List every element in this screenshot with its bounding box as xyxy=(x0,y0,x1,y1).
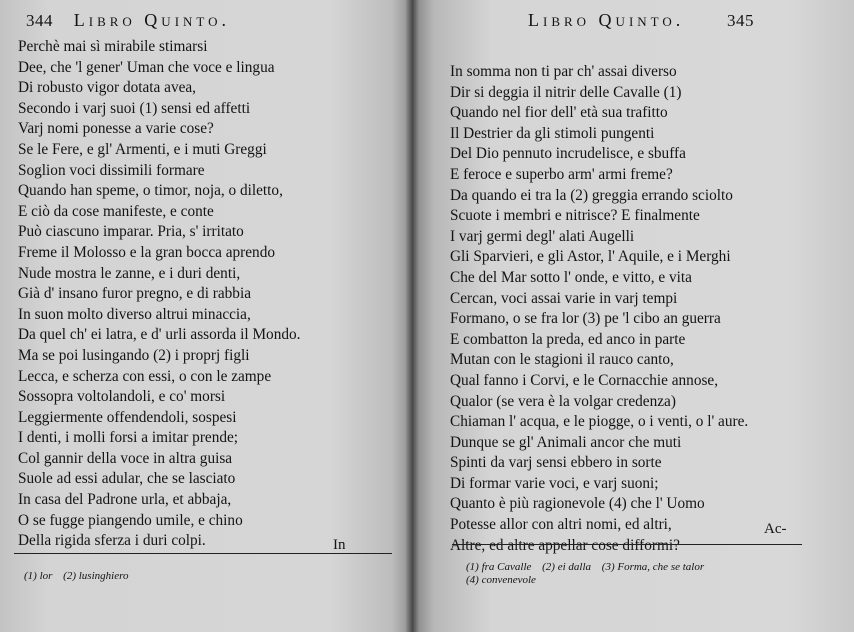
verse-line: Spinti da varj sensi ebbero in sorte xyxy=(450,454,662,472)
verse-line: Formano, o se fra lor (3) pe 'l cibo an guerra xyxy=(450,310,721,328)
verse-line: Leggiermente offendendoli, sospesi xyxy=(18,408,237,426)
footnote: (2) ei dalla xyxy=(542,561,592,573)
verse-line: O se fugge piangendo umile, e chino xyxy=(18,511,243,529)
verse-line: E ciò da cose manifeste, e conte xyxy=(18,202,214,220)
footnote-rule-right xyxy=(452,544,802,545)
verse-line: Il Destrier da gli stimoli pungenti xyxy=(450,124,655,142)
verse-line: Gli Sparvieri, e gli Astor, l' Aquile, e i Merghi xyxy=(450,248,731,266)
verse-line: In casa del Padrone urla, et abbaja, xyxy=(18,491,232,509)
verse-line: E combatton la preda, ed anco in parte xyxy=(450,330,686,348)
verse-line: I varj germi degl' alati Augelli xyxy=(450,227,635,245)
running-head-right xyxy=(528,10,754,31)
page-number-right: 345 xyxy=(727,11,755,30)
left-page xyxy=(0,0,412,632)
verse-line: I denti, i molli forsi a imitar prende; xyxy=(18,429,239,447)
verse-line: E feroce e superbo arm' armi freme? xyxy=(450,165,673,183)
footnotes-left xyxy=(24,570,136,582)
running-title-left: Libro Quinto. xyxy=(73,10,231,30)
verse-line: Dir si deggia il nitrir delle Cavalle (1) xyxy=(450,83,682,101)
verse-line: In somma non ti par ch' assai diverso xyxy=(450,63,677,80)
verse-line: Che del Mar sotto l' onde, e vitto, e vita xyxy=(450,268,692,286)
verse-line: Di robusto vigor dotata avea, xyxy=(18,79,196,97)
verse-line: Da quel ch' ei latra, e d' urli assorda il Mondo. xyxy=(18,326,301,344)
verse-line: Suole ad essi adular, che se lasciato xyxy=(18,470,236,488)
verse-line: Col gannir della voce in altra guisa xyxy=(18,449,233,467)
verse-line: Se le Fere, e gl' Armenti, e i muti Greggi xyxy=(18,140,267,158)
footnote: (1) lor xyxy=(24,570,53,582)
verse-line: Altre, ed altre appellar cose difformi? xyxy=(450,536,680,554)
verse-line: Mutan con le stagioni il rauco canto, xyxy=(450,351,674,369)
footnote: (4) convenevole xyxy=(466,574,536,586)
verse-line: Secondo i varj suoi (1) sensi ed affetti xyxy=(18,99,251,117)
verse-line: Qualor (se vera è la volgar credenza) xyxy=(450,392,676,410)
verse-line: Quanto è più ragionevole (4) che l' Uomo xyxy=(450,495,705,513)
verse-line: Dee, che 'l gener' Uman che voce e lingua xyxy=(18,58,275,76)
verse-line: Lecca, e scherza con essi, o con le zampe xyxy=(18,367,272,385)
verse-line: Perchè mai sì mirabile stimarsi xyxy=(18,38,208,55)
verse-line: Da quando ei tra la (2) greggia errando sciolto xyxy=(450,186,733,204)
footnote-rule-left xyxy=(14,553,392,554)
catchword-right: Ac- xyxy=(764,521,787,537)
right-page xyxy=(412,0,854,632)
footnote-line xyxy=(466,561,712,574)
verse-line: Del Dio pennuto incrudelisce, e sbuffa xyxy=(450,145,686,163)
verse-line: Già d' insano furor pregno, e di rabbia xyxy=(18,285,251,303)
verse-line: Freme il Molosso e la gran bocca aprendo xyxy=(18,243,275,261)
footnote: (2) lusinghiero xyxy=(63,570,129,582)
verse-line: In suon molto diverso altrui minaccia, xyxy=(18,305,251,323)
page-number-left: 344 xyxy=(26,11,53,30)
footnotes-right xyxy=(466,561,712,587)
verse-line: Dunque se gl' Animali ancor che muti xyxy=(450,433,682,451)
verse-line: Può ciascuno imparar. Pria, s' irritato xyxy=(18,223,244,241)
book-gutter xyxy=(405,0,419,632)
verse-line: Della rigida sferza i duri colpi. xyxy=(18,532,206,550)
verse-line: Cercan, voci assai varie in varj tempi xyxy=(450,289,678,307)
running-head-left xyxy=(26,10,230,31)
verse-line: Varj nomi ponesse a varie cose? xyxy=(18,120,214,138)
verse-line: Di formar varie voci, e varj suoni; xyxy=(450,474,659,492)
verse-line: Potesse allor con altri nomi, ed altri, xyxy=(450,516,672,534)
verse-line: Scuote i membri e nitrisce? E finalmente xyxy=(450,207,700,225)
running-title-right: Libro Quinto. xyxy=(528,10,685,30)
verse-line: Quando nel fior dell' età sua trafitto xyxy=(450,104,668,122)
catchword-left: In xyxy=(333,537,346,553)
verse-lines-left xyxy=(18,37,300,552)
verse-line: Nude mostra le zanne, e i duri denti, xyxy=(18,264,241,282)
verse-line: Soglion voci dissimili formare xyxy=(18,161,205,179)
footnote: (3) Forma, che se talor xyxy=(601,561,705,573)
verse-line: Qual fanno i Corvi, e le Cornacchie annose, xyxy=(450,371,719,389)
footnote-line xyxy=(466,574,712,587)
verse-lines-right xyxy=(450,62,748,556)
verse-line: Ma se poi lusingando (2) i proprj figli xyxy=(18,346,250,364)
footnote: (1) fra Cavalle xyxy=(466,561,532,573)
verse-line: Sossopra voltolandoli, e co' morsi xyxy=(18,388,226,406)
verse-line: Chiaman l' acqua, e le piogge, o i venti, o l' aure. xyxy=(450,413,749,431)
verse-line: Quando han speme, o timor, noja, o diletto, xyxy=(18,182,283,200)
